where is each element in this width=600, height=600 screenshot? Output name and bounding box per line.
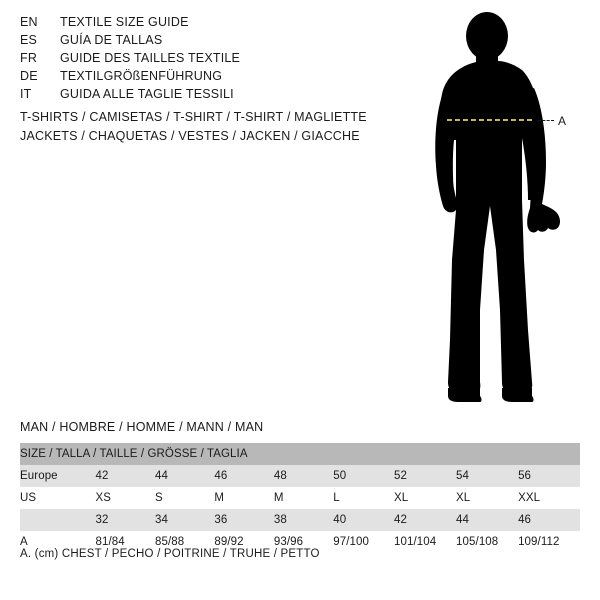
cell: 105/108: [456, 531, 518, 553]
cell: L: [333, 487, 394, 509]
row-label: [20, 509, 96, 531]
silhouette-icon: [410, 10, 600, 405]
cell: 46: [518, 509, 580, 531]
language-header-block: [20, 15, 380, 105]
cell: 54: [456, 465, 518, 487]
language-code: DE: [20, 69, 38, 83]
language-row: [20, 33, 380, 51]
cell: 89/92: [214, 531, 273, 553]
cell: M: [274, 487, 333, 509]
language-row: [20, 87, 380, 105]
cell: 42: [394, 509, 456, 531]
cell: XS: [96, 487, 155, 509]
language-title: GUÍA DE TALLAS: [60, 33, 163, 47]
cell: 44: [155, 465, 214, 487]
cell: 81/84: [96, 531, 155, 553]
cell: 48: [274, 465, 333, 487]
cell: 52: [394, 465, 456, 487]
table-header-row: [20, 443, 580, 465]
cell: 109/112: [518, 531, 580, 553]
language-title: GUIDE DES TAILLES TEXTILE: [60, 51, 241, 65]
row-label: Europe: [20, 465, 96, 487]
cell: 40: [333, 509, 394, 531]
footnote: A. (cm) CHEST / PECHO / POITRINE / TRUHE / PETTO: [20, 548, 320, 560]
language-row: [20, 69, 380, 87]
language-row: [20, 15, 380, 33]
cell: 56: [518, 465, 580, 487]
table-title: MAN / HOMBRE / HOMME / MANN / MAN: [20, 420, 264, 434]
cell: 42: [96, 465, 155, 487]
category-line-jackets: JACKETS / CHAQUETAS / VESTES / JACKEN / GIACCHE: [20, 129, 360, 143]
table-row: [20, 509, 580, 531]
cell: 32: [96, 509, 155, 531]
table-row: [20, 487, 580, 509]
language-title: TEXTILGRÖßENFÜHRUNG: [60, 69, 223, 83]
cell: XL: [394, 487, 456, 509]
cell: XL: [456, 487, 518, 509]
language-title: TEXTILE SIZE GUIDE: [60, 15, 189, 29]
cell: 50: [333, 465, 394, 487]
category-block: [20, 110, 420, 148]
language-code: FR: [20, 51, 38, 65]
language-row: [20, 51, 380, 69]
table-header-label: SIZE / TALLA / TAILLE / GRÖSSE / TAGLIA: [20, 443, 580, 465]
cell: 38: [274, 509, 333, 531]
cell: 97/100: [333, 531, 394, 553]
cell: 36: [214, 509, 273, 531]
measure-label-a: A: [558, 114, 567, 128]
cell: M: [214, 487, 273, 509]
cell: 34: [155, 509, 214, 531]
language-code: ES: [20, 33, 38, 47]
language-code: EN: [20, 15, 38, 29]
cell: 85/88: [155, 531, 214, 553]
size-table: [20, 443, 580, 553]
row-label: US: [20, 487, 96, 509]
language-code: IT: [20, 87, 32, 101]
row-label: A: [20, 531, 96, 553]
category-line-tshirts: T-SHIRTS / CAMISETAS / T-SHIRT / T-SHIRT / MAGLIETTE: [20, 110, 367, 124]
table-row: [20, 465, 580, 487]
male-silhouette-figure: [410, 10, 600, 405]
cell: 46: [214, 465, 273, 487]
cell: S: [155, 487, 214, 509]
cell: 44: [456, 509, 518, 531]
cell: 93/96: [274, 531, 333, 553]
cell: 101/104: [394, 531, 456, 553]
measure-leader-line: [538, 120, 554, 122]
language-title: GUIDA ALLE TAGLIE TESSILI: [60, 87, 234, 101]
cell: XXL: [518, 487, 580, 509]
